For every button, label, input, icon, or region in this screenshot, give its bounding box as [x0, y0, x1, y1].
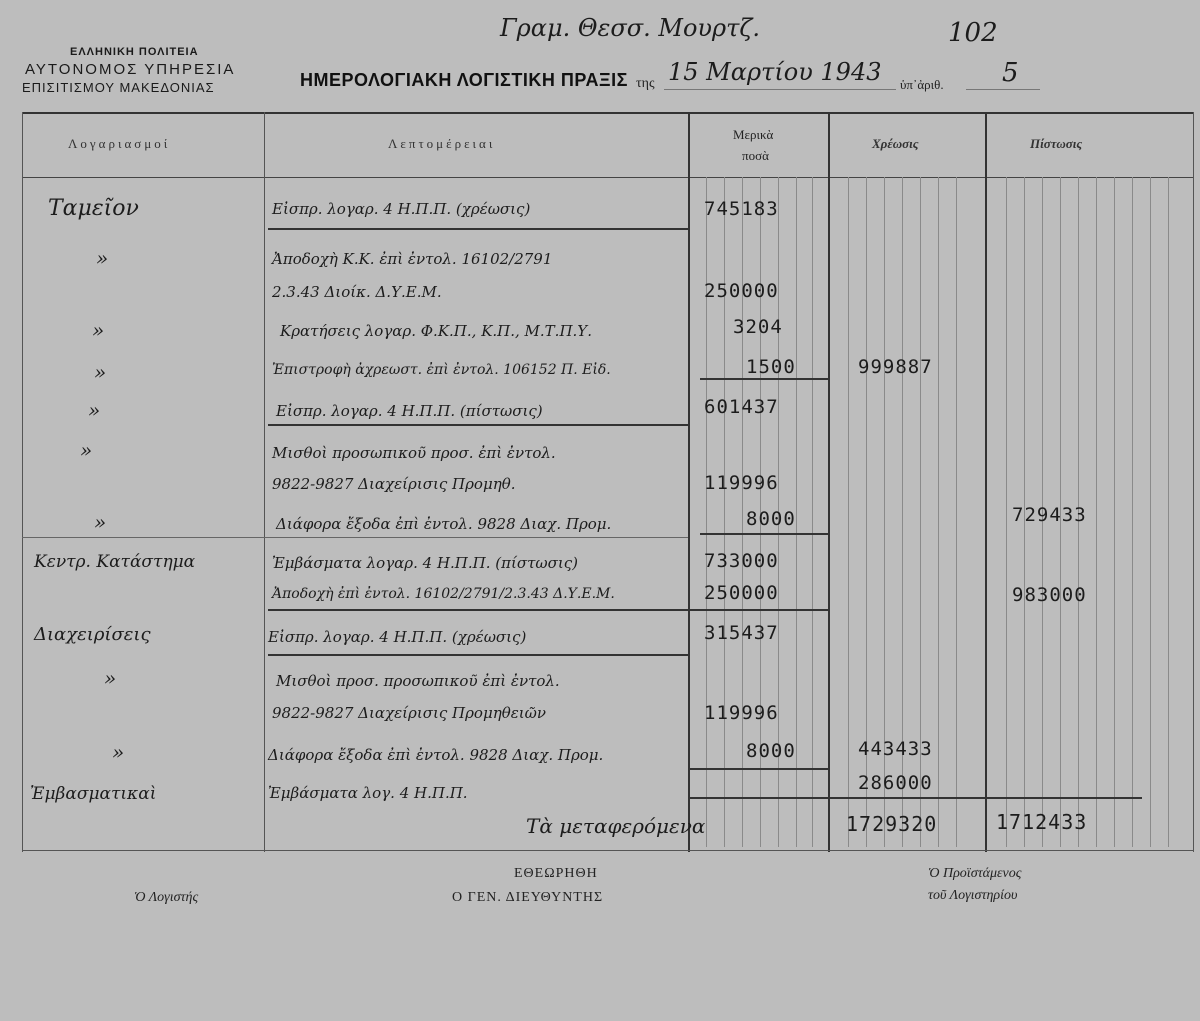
row-debit: 443433 — [858, 738, 933, 760]
number-value: 5 — [1002, 58, 1019, 88]
row-underline — [690, 768, 828, 770]
digit-rule — [1132, 177, 1133, 847]
frame-left — [22, 112, 23, 852]
digit-rule — [938, 177, 939, 847]
digit-rule — [1096, 177, 1097, 847]
number-underline — [966, 89, 1040, 90]
row-detail: Εἰσπρ. λογαρ. 4 Η.Π.Π. (πίστωσις) — [276, 402, 543, 420]
digit-rule — [1006, 177, 1007, 847]
row-underline — [268, 228, 690, 230]
row-account: » — [88, 398, 101, 422]
table-bottom-border — [22, 850, 1194, 851]
row-detail: 9822-9827 Διαχείρισις Προμηθειῶν — [272, 704, 547, 722]
row-partial: 315437 — [704, 622, 779, 644]
row-debit: 999887 — [858, 356, 933, 378]
row-underline — [268, 654, 690, 656]
row-partial: 1500 — [746, 356, 796, 378]
row-account: Κεντρ. Κατάστημα — [34, 552, 196, 572]
row-account: » — [94, 510, 107, 534]
digit-rule — [796, 177, 797, 847]
col-divider-accounts — [264, 112, 265, 852]
row-partial: 3204 — [733, 316, 783, 338]
digit-rule — [1168, 177, 1169, 847]
frame-right — [1193, 112, 1194, 852]
row-partial: 250000 — [704, 280, 779, 302]
row-account: Διαχειρίσεις — [34, 624, 151, 645]
page-number: 102 — [948, 18, 998, 48]
digit-rule — [724, 177, 725, 847]
row-account: » — [96, 246, 109, 270]
row-account: » — [112, 740, 125, 764]
row-detail: Ἐπιστροφὴ ἀχρεωστ. ἐπὶ ἐντολ. 106152 Π. Εἰδ. — [272, 362, 611, 378]
row-partial: 8000 — [746, 740, 796, 762]
col-divider-details — [688, 112, 690, 852]
org-line-2: ΑΥΤΟΝΟΜΟΣ ΥΠΗΡΕΣΙΑ — [25, 61, 236, 78]
document-title: ΗΜΕΡΟΛΟΓΙΑΚΗ ΛΟΓΙΣΤΙΚΗ ΠΡΑΞΙΣ — [300, 70, 628, 90]
row-detail: Κρατήσεις λογαρ. Φ.Κ.Π., Κ.Π., Μ.Τ.Π.Υ. — [280, 322, 592, 340]
row-partial: 601437 — [704, 396, 779, 418]
totals-top-rule — [690, 797, 1142, 799]
row-detail: 9822-9827 Διαχείρισις Προμηθ. — [272, 475, 516, 493]
column-header-debit: Χρέωσις — [872, 136, 919, 151]
org-line-3: ΕΠΙΣΙΤΙΣΜΟΥ ΜΑΚΕΔΟΝΙΑΣ — [22, 80, 215, 95]
row-detail: Ἐμβάσματα λογ. 4 Η.Π.Π. — [268, 784, 468, 802]
row-detail: Μισθοὶ προσωπικοῦ προσ. ἐπὶ ἐντολ. — [272, 444, 556, 462]
column-header-partial-2: ποσὰ — [742, 148, 769, 163]
row-underline — [700, 533, 828, 535]
date-value: 15 Μαρτίου 1943 — [668, 58, 882, 86]
row-detail: Διάφορα ἔξοδα ἐπὶ ἐντολ. 9828 Διαχ. Προμ. — [268, 746, 604, 764]
col-divider-partial — [828, 112, 830, 852]
row-detail: Ἀποδοχὴ Κ.Κ. ἐπὶ ἐντολ. 16102/2791 — [272, 250, 553, 268]
row-credit: 983000 — [1012, 584, 1087, 606]
row-debit: 286000 — [858, 772, 933, 794]
row-partial: 733000 — [704, 550, 779, 572]
signature-director: Ο ΓΕΝ. ΔΙΕΥΘΥΝΤΗΣ — [452, 890, 604, 905]
digit-rule — [812, 177, 813, 847]
row-detail: 2.3.43 Διοίκ. Δ.Υ.Ε.Μ. — [272, 283, 442, 301]
row-detail: Διάφορα ἔξοδα ἐπὶ ἐντολ. 9828 Διαχ. Προμ. — [276, 515, 612, 533]
digit-rule — [956, 177, 957, 847]
row-account: » — [92, 318, 105, 342]
column-header-credit: Πίστωσις — [1030, 136, 1083, 151]
digit-rule — [1150, 177, 1151, 847]
column-header-details: Λεπτομέρειαι — [388, 136, 496, 151]
row-credit: 729433 — [1012, 504, 1087, 526]
date-prefix: της — [636, 76, 655, 91]
digit-rule — [706, 177, 707, 847]
column-header-accounts: Λογαριασμοί — [68, 136, 171, 151]
row-detail: Εἰσπρ. λογαρ. 4 Η.Π.Π. (χρέωσις) — [268, 628, 527, 646]
row-partial: 119996 — [704, 472, 779, 494]
row-underline — [22, 537, 688, 538]
row-partial: 8000 — [746, 508, 796, 530]
row-account: » — [104, 666, 117, 690]
header-bottom-border — [22, 177, 1194, 178]
row-detail: Εἰσπρ. λογαρ. 4 Η.Π.Π. (χρέωσις) — [272, 200, 531, 218]
row-detail: Ἀποδοχὴ ἐπὶ ἐντολ. 16102/2791/2.3.43 Δ.Υ.Ε.Μ. — [272, 586, 615, 602]
totals-credit: 1712433 — [996, 810, 1088, 834]
row-detail: Ἐμβάσματα λογαρ. 4 Η.Π.Π. (πίστωσις) — [272, 554, 579, 572]
signature-head-line-1: Ὁ Προϊστάμενος — [928, 866, 1022, 881]
table-top-border — [22, 112, 1194, 114]
row-account: Ταμεῖον — [48, 196, 139, 221]
handwritten-top-note: Γραμ. Θεσσ. Μουρτζ. — [500, 14, 761, 42]
row-underline — [700, 378, 828, 380]
row-detail: Μισθοὶ προσ. προσωπικοῦ ἐπὶ ἐντολ. — [276, 672, 560, 690]
row-partial: 119996 — [704, 702, 779, 724]
signature-reviewed: ΕΘΕΩΡΗΘΗ — [514, 866, 598, 881]
signature-head-line-2: τοῦ Λογιστηρίου — [928, 888, 1018, 903]
row-underline — [268, 424, 690, 426]
totals-debit: 1729320 — [846, 812, 938, 836]
row-underline — [268, 609, 828, 611]
date-underline — [664, 89, 896, 90]
number-label: ὑπ᾿ἀριθ. — [900, 77, 944, 92]
col-divider-debit — [985, 112, 987, 852]
org-line-1: ΕΛΛΗΝΙΚΗ ΠΟΛΙΤΕΙΑ — [70, 46, 199, 58]
row-account: » — [80, 438, 93, 462]
row-partial: 250000 — [704, 582, 779, 604]
digit-rule — [848, 177, 849, 847]
row-account: Ἐμβασματικαὶ — [30, 784, 157, 804]
row-partial: 745183 — [704, 198, 779, 220]
digit-rule — [1114, 177, 1115, 847]
column-header-partial-1: Μερικὰ — [733, 127, 774, 142]
totals-label: Τὰ μεταφερόμενα — [526, 814, 706, 838]
signature-accountant: Ὁ Λογιστής — [134, 890, 199, 905]
digit-rule — [742, 177, 743, 847]
row-account: » — [94, 360, 107, 384]
